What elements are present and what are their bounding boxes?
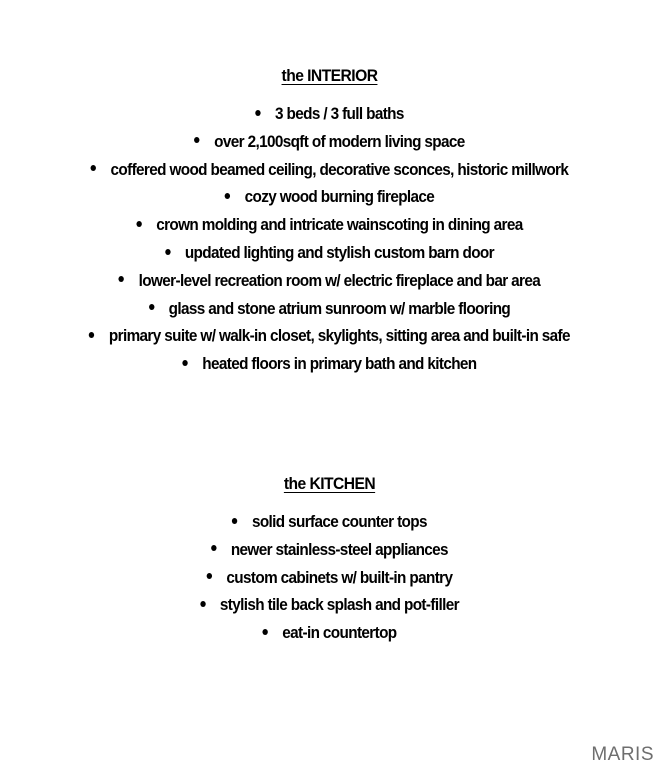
list-item bbox=[33, 564, 626, 592]
kitchen-section bbox=[0, 472, 659, 647]
list-item bbox=[33, 508, 626, 536]
list-item bbox=[33, 100, 626, 128]
list-item-text: coffered wood beamed ceiling, decorative sconces, historic millwork bbox=[110, 159, 569, 179]
list-item-text: primary suite w/ walk-in closet, skylights, sitting area and built-in safe bbox=[108, 326, 570, 346]
maris-watermark: MARIS bbox=[591, 744, 654, 765]
bullet-icon bbox=[91, 165, 96, 171]
list-item-text: newer stainless-steel appliances bbox=[230, 539, 448, 559]
list-item-text: 3 beds / 3 full baths bbox=[275, 104, 404, 123]
list-item-text: solid surface counter tops bbox=[251, 512, 427, 531]
list-item bbox=[33, 239, 626, 267]
list-item-text: cozy wood burning fireplace bbox=[244, 187, 435, 207]
bullet-icon bbox=[149, 304, 154, 310]
bullet-icon bbox=[165, 249, 170, 255]
interior-heading: the INTERIOR bbox=[281, 66, 378, 85]
bullet-icon bbox=[182, 360, 187, 366]
list-item-text: over 2,100sqft of modern living space bbox=[214, 131, 465, 151]
bullet-icon bbox=[225, 193, 230, 199]
list-item bbox=[33, 156, 626, 184]
list-item-text: stylish tile back splash and pot-filler bbox=[219, 595, 459, 615]
list-item bbox=[33, 211, 626, 239]
bullet-icon bbox=[136, 221, 141, 227]
bullet-icon bbox=[232, 518, 237, 524]
list-item bbox=[33, 591, 626, 619]
list-item-text: updated lighting and stylish custom barn door bbox=[184, 242, 494, 262]
list-item bbox=[33, 619, 626, 647]
interior-section bbox=[0, 64, 659, 378]
bullet-icon bbox=[200, 601, 205, 607]
list-item bbox=[33, 536, 626, 564]
bullet-icon bbox=[211, 545, 216, 551]
list-item bbox=[33, 295, 626, 323]
list-item-text: glass and stone atrium sunroom w/ marble flooring bbox=[168, 298, 511, 318]
kitchen-heading: the KITCHEN bbox=[283, 474, 376, 493]
list-item-text: custom cabinets w/ built-in pantry bbox=[226, 567, 453, 587]
list-item-text: lower-level recreation room w/ electric fireplace and bar area bbox=[138, 270, 541, 290]
list-item-text: crown molding and intricate wainscoting in dining area bbox=[156, 215, 523, 235]
list-item bbox=[33, 128, 626, 156]
bullet-icon bbox=[262, 629, 267, 635]
list-item bbox=[33, 267, 626, 295]
list-item bbox=[33, 350, 626, 378]
bullet-icon bbox=[255, 110, 260, 116]
bullet-icon bbox=[194, 137, 199, 143]
list-item-text: eat-in countertop bbox=[282, 623, 397, 643]
list-item bbox=[33, 322, 626, 350]
bullet-icon bbox=[89, 332, 94, 338]
list-item bbox=[33, 183, 626, 211]
bullet-icon bbox=[119, 276, 124, 282]
interior-feature-list bbox=[0, 100, 659, 378]
bullet-icon bbox=[207, 573, 212, 579]
kitchen-feature-list bbox=[0, 508, 659, 647]
list-item-text: heated floors in primary bath and kitchen bbox=[202, 354, 477, 374]
